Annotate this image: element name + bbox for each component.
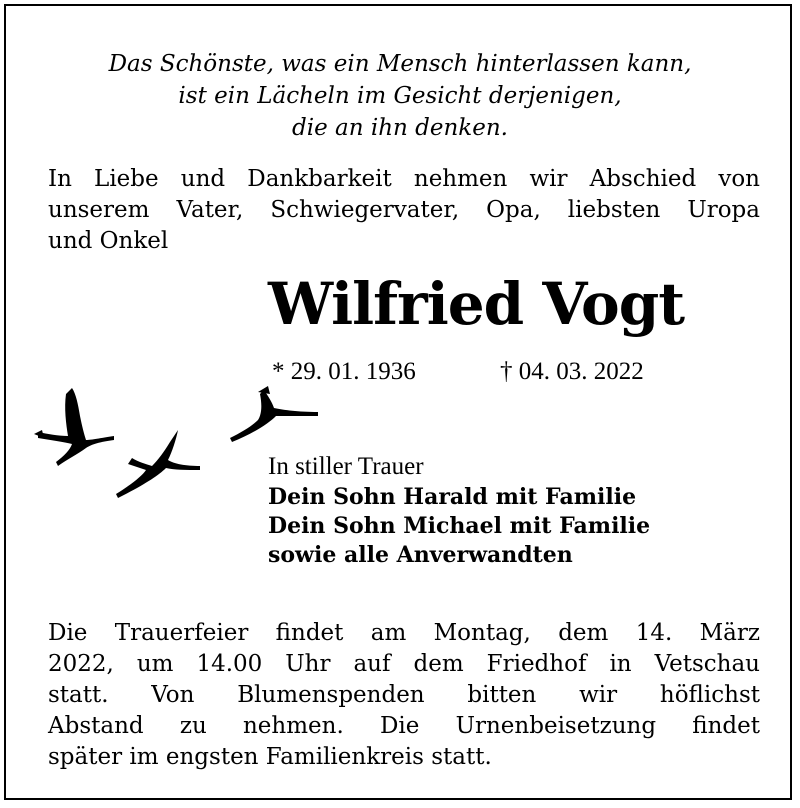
notice-line: Abstand zu nehmen. Die Urnenbeisetzung findet bbox=[48, 713, 760, 739]
notice-line: 2022, um 14.00 Uhr auf dem Friedhof in Vetschau bbox=[48, 651, 760, 677]
mourner-entry: Dein Sohn Michael mit Familie bbox=[268, 513, 651, 539]
mourners-block bbox=[268, 451, 768, 570]
goose-icon bbox=[34, 388, 114, 466]
mourners-list bbox=[268, 483, 768, 570]
mourner-entry: sowie alle Anverwandten bbox=[268, 542, 573, 568]
mourner-entry: Dein Sohn Harald mit Familie bbox=[268, 484, 637, 510]
notice-line: statt. Von Blumenspenden bitten wir höflichst bbox=[48, 682, 760, 708]
goose-icon bbox=[230, 386, 318, 442]
quote-line: die an ihn denken. bbox=[292, 115, 508, 141]
goose-icon bbox=[116, 430, 200, 498]
intro-line: In Liebe und Dankbarkeit nehmen wir Abschied von bbox=[48, 166, 760, 192]
mourners-intro: In stiller Trauer bbox=[268, 453, 424, 480]
funeral-notice bbox=[48, 618, 760, 773]
obituary-notice bbox=[4, 4, 792, 800]
intro-line: unserem Vater, Schwiegervater, Opa, liebsten Uropa bbox=[48, 197, 760, 223]
quote-line: ist ein Lächeln im Gesicht derjenigen, bbox=[178, 83, 622, 109]
quote-line: Das Schönste, was ein Mensch hinterlassen kann, bbox=[108, 51, 692, 77]
deceased-name: Wilfried Vogt bbox=[268, 270, 685, 338]
notice-line: später im engsten Familienkreis statt. bbox=[48, 744, 492, 770]
birth-date: * 29. 01. 1936 bbox=[272, 358, 416, 385]
memorial-quote bbox=[6, 48, 794, 144]
notice-line: Die Trauerfeier findet am Montag, dem 14. März bbox=[48, 620, 760, 646]
intro-line: und Onkel bbox=[48, 228, 169, 254]
farewell-intro bbox=[48, 164, 760, 257]
death-date: † 04. 03. 2022 bbox=[500, 358, 644, 385]
